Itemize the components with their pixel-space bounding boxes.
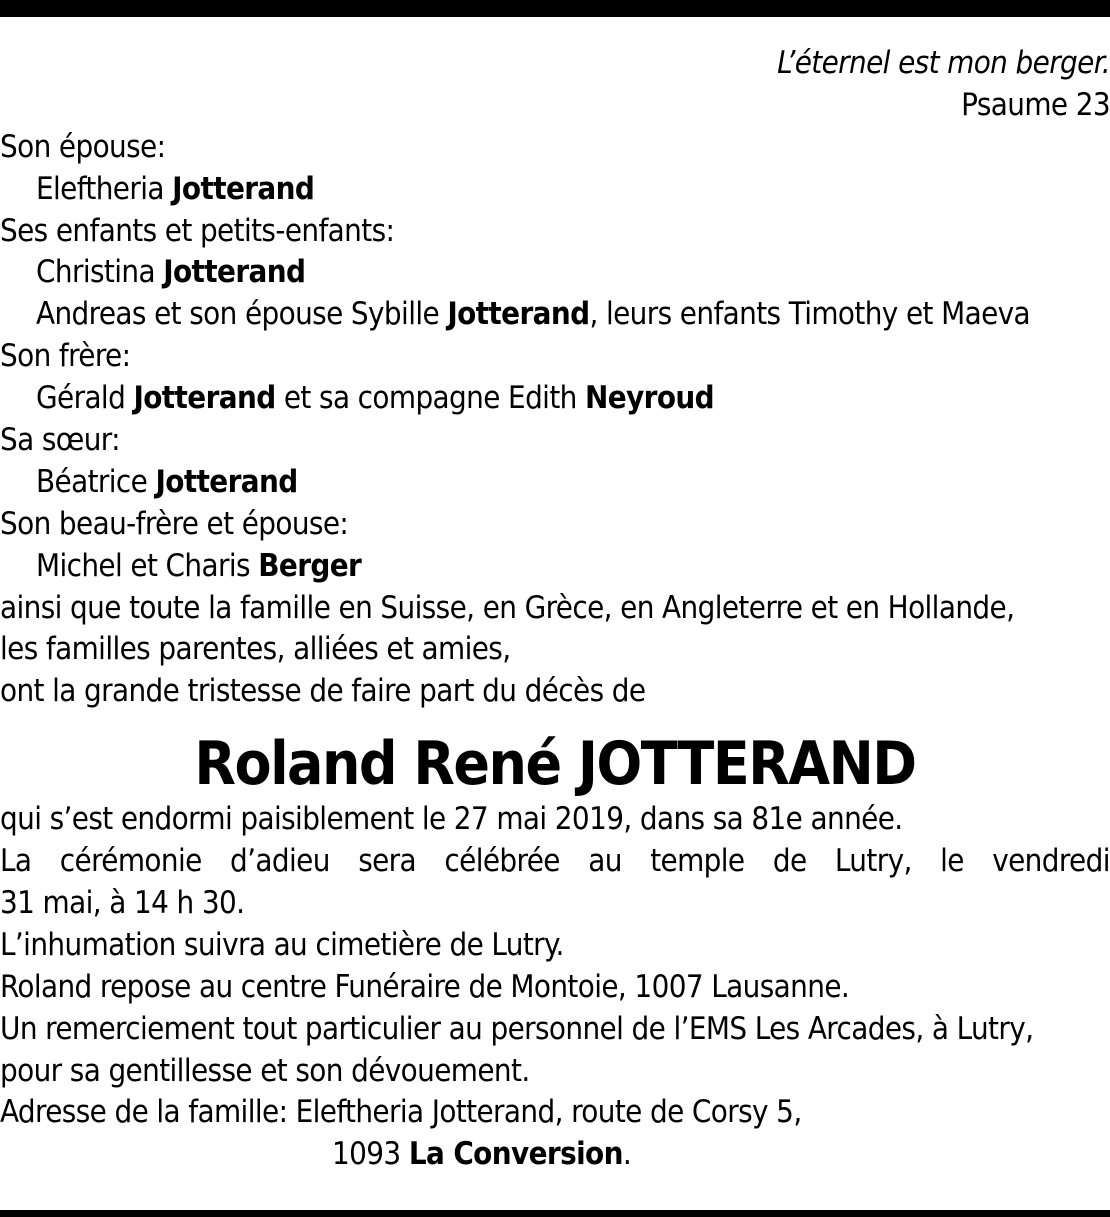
address-end: . (622, 1136, 632, 1173)
child-entry-2 (0, 294, 1110, 336)
ceremony-word: célébrée (444, 843, 560, 880)
ceremony-word: Lutry, (834, 843, 912, 880)
sister-label: Sa sœur: (0, 422, 120, 459)
children-label: Ses enfants et petits-enfants: (0, 212, 395, 249)
child2-last-name: Jotterand (447, 296, 590, 333)
epigraph-quote: L’éternel est mon berger. (777, 45, 1110, 81)
brother-first-name: Gérald (36, 380, 126, 417)
ceremony-word: le (940, 843, 964, 880)
deceased-name: Roland René JOTTERAND (194, 729, 916, 800)
spouse-entry (0, 169, 1110, 211)
announcement-line-3: ont la grande tristesse de faire part du décès de (0, 673, 646, 710)
brother-partner-text: et sa compagne Edith (283, 380, 577, 417)
child-entry-1 (0, 252, 1110, 294)
child1-first-name: Christina (36, 254, 155, 291)
brother-entry (0, 378, 1110, 420)
ceremony-word: La (0, 843, 32, 880)
ceremony-word: temple (650, 843, 745, 880)
child2-first-name: Andreas et son épouse Sybille (36, 296, 440, 333)
spouse-last-name: Jotterand (172, 170, 315, 207)
ceremony-line-2: 31 mai, à 14 h 30. (0, 885, 245, 922)
spouse-label: Son épouse: (0, 128, 166, 165)
brother-last-name: Jotterand (133, 380, 276, 417)
inlaw-entry (0, 546, 1110, 588)
announcement-line-1: ainsi que toute la famille en Suisse, en Grèce, en Angleterre et en Hollande, (0, 589, 1015, 626)
inlaw-first-names: Michel et Charis (36, 547, 250, 584)
sister-last-name: Jotterand (155, 463, 298, 500)
ceremony-word: cérémonie (59, 843, 202, 880)
ceremony-word: d’adieu (230, 843, 330, 880)
announcement-line-2: les familles parentes, alliées et amies, (0, 631, 511, 668)
address-line-1: Adresse de la famille: Eleftheria Jotterand, route de Corsy 5, (0, 1094, 802, 1131)
child2-rest: , leurs enfants Timothy et Maeva (589, 296, 1031, 333)
brother-label: Son frère: (0, 338, 131, 375)
inlaw-label: Son beau-frère et épouse: (0, 505, 349, 542)
ceremony-line-1 (0, 841, 1110, 883)
address-line-2 (0, 1134, 1110, 1176)
child1-last-name: Jotterand (163, 254, 306, 291)
thanks-line-1: Un remerciement tout particulier au personnel de l’EMS Les Arcades, à Lutry, (0, 1010, 1034, 1047)
bottom-rule (0, 1210, 1110, 1217)
obituary-notice (0, 43, 1110, 1176)
spouse-first-name: Eleftheria (36, 170, 164, 207)
inlaw-last-name: Berger (258, 547, 362, 584)
sister-first-name: Béatrice (36, 463, 148, 500)
top-rule (0, 0, 1110, 17)
passing-text: qui s’est endormi paisiblement le 27 mai 2019, dans sa 81e année. (0, 801, 903, 838)
rest-text: Roland repose au centre Funéraire de Montoie, 1007 Lausanne. (0, 968, 850, 1005)
ceremony-word: sera (358, 843, 417, 880)
sister-entry (0, 462, 1110, 504)
epigraph-source: Psaume 23 (961, 86, 1110, 123)
ceremony-word: de (772, 843, 807, 880)
burial-text: L’inhumation suivra au cimetière de Lutry. (0, 926, 564, 963)
address-zip: 1093 (332, 1136, 401, 1173)
thanks-line-2: pour sa gentillesse et son dévouement. (0, 1052, 530, 1089)
ceremony-word: vendredi (992, 843, 1110, 880)
brother-partner-last-name: Neyroud (585, 380, 715, 417)
address-town: La Conversion (408, 1136, 623, 1173)
ceremony-word: au (588, 843, 622, 880)
